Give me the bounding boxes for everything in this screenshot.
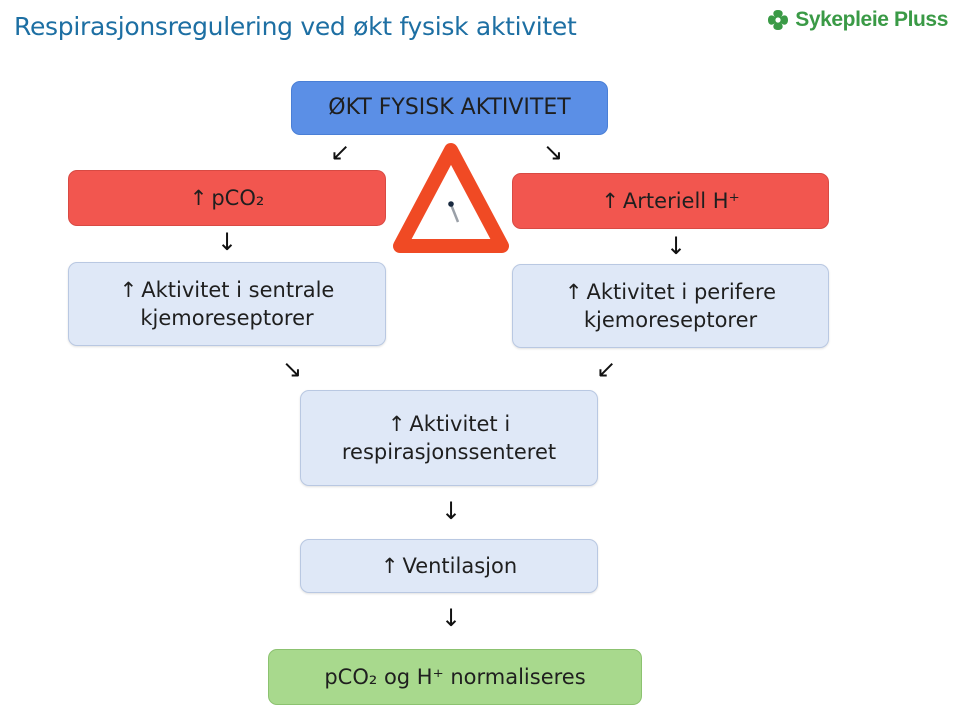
arrow-to-left-trigger: ↙ bbox=[330, 138, 351, 166]
arrow-right-to-center: ↙ bbox=[596, 355, 617, 383]
increase-arrow-icon: ↑ bbox=[119, 277, 138, 302]
leaf-cross-logo-icon bbox=[766, 8, 790, 32]
increase-arrow-icon: ↑ bbox=[189, 185, 208, 210]
increase-arrow-icon: ↑ bbox=[601, 188, 619, 213]
arrow-to-right-trigger: ↘ bbox=[543, 138, 564, 166]
right-trigger-node bbox=[512, 173, 829, 229]
brand-logo bbox=[766, 8, 948, 32]
start-node-label: ØKT FYSISK AKTIVITET bbox=[328, 95, 571, 121]
arrow-left-to-center: ↘ bbox=[282, 355, 303, 383]
left-trigger-node bbox=[68, 170, 386, 226]
respiratory-center-label: Aktivitet i respirasjonssenteret bbox=[341, 411, 557, 464]
respiratory-center-node bbox=[300, 390, 598, 486]
start-node bbox=[291, 81, 608, 135]
arrow-to-ventilation: ↓ bbox=[441, 497, 462, 525]
ventilation-label: Ventilasjon bbox=[402, 553, 518, 578]
increase-arrow-icon: ↑ bbox=[387, 411, 406, 436]
brand-name: Sykepleie Pluss bbox=[795, 8, 948, 31]
ventilation-node bbox=[300, 539, 598, 593]
page-title: Respirasjonsregulering ved økt fysisk aktivitet bbox=[14, 12, 577, 41]
arrow-to-left-receptor: ↓ bbox=[217, 228, 238, 256]
left-trigger-label: pCO₂ bbox=[211, 185, 265, 210]
right-receptor-node bbox=[512, 264, 829, 348]
increase-arrow-icon: ↑ bbox=[564, 279, 583, 304]
arrow-to-right-receptor: ↓ bbox=[666, 232, 687, 260]
right-receptor-label: Aktivitet i perifere kjemoreseptorer bbox=[583, 279, 777, 332]
left-receptor-label: Aktivitet i sentrale kjemoreseptorer bbox=[140, 277, 335, 330]
result-node bbox=[268, 649, 642, 705]
right-trigger-label: Arteriell H⁺ bbox=[622, 188, 740, 213]
increase-arrow-icon: ↑ bbox=[380, 553, 399, 578]
arrow-to-result: ↓ bbox=[441, 604, 462, 632]
warning-triangle-icon bbox=[392, 142, 510, 260]
left-receptor-node bbox=[68, 262, 386, 346]
result-label: pCO₂ og H⁺ normaliseres bbox=[324, 664, 586, 689]
